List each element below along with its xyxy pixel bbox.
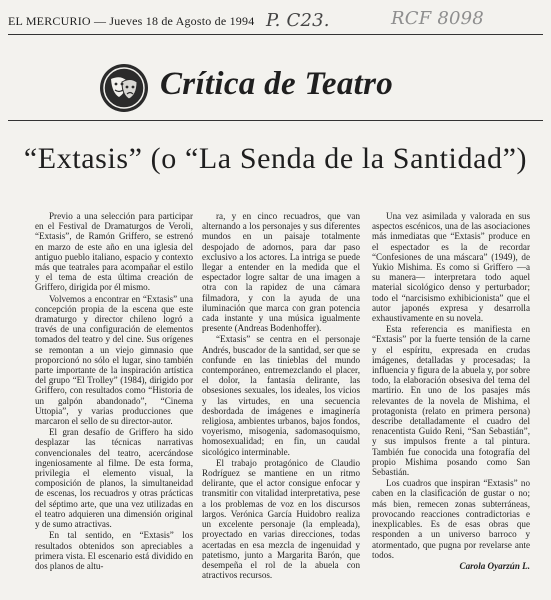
article-column-3 (372, 211, 530, 591)
paragraph: Esta referencia es manifiesta en “Extasis” por la fuerte tensión de la carne y el espíritu, expresada en crudas imágenes, detalladas y procesadas; la influencia y figura de la abuela y, por sobre todo, la elaboración obsesiva del tema del martirio. En uno de los pasajes más relevantes de la novela de Mishima, el protagonista (relato en primera persona) describe detalladamente el cuadro del renacentista Guido Reni, “San Sebastián”, y sus impulsos frente a tal pintura. También fue conocida una fotografía del propio Mishima posando como San Sebastián. (372, 324, 530, 478)
handwritten-archive-code: RCF 8098 (391, 8, 484, 29)
article-body (35, 211, 545, 591)
paragraph: Volvemos a encontrar en “Extasis” una concepción propia de la escena que este dramaturgo y director chileno logró a través de una configuración de elementos tomados del teatro y del cine. Sus orígenes se remontan a un viejo gimnasio que proporcionó no sólo el lugar, sino también parte importante de la inspiración artística del grupo “El Trolley” (1984), dirigido por Griffero, con resultados como “Historia de un galpón abandonado”, “Cinema Uttopia”, y varias producciones que marcaron el sello de su director-autor. (35, 293, 193, 427)
section-rule (8, 120, 543, 121)
article-headline: “Extasis” (o “La Senda de la Santidad”) (23, 142, 528, 175)
paragraph: El gran desafío de Griffero ha sido desplazar las técnicas narrativas convencionales del teatro, acercándose ingeniosamente al filme. De esta forma, privilegia el elemento visual, la composición de planos, la simultaneidad de escenas, los recuadros y otras prácticas del séptimo arte, que una vez utilizadas en el teatro adquieren una dimensión original y de sumo atractivas. (35, 427, 193, 530)
paragraph: El trabajo protagónico de Claudio Rodríguez se mantiene en un ritmo delirante, que el actor consigue enfocar y transmitir con vitalidad interpretativa, pese a los problemas de voz en los discursos largos. Verónica García Huidobro realiza un excelente personaje (la empleada), proyectado en varias direcciones, todas acertadas en esa mezcla de ingenuidad y patetismo, junto a Margarita Barón, que desempeña el rol de la abuela con atractivos recursos. (202, 457, 360, 581)
paragraph: Una vez asimilada y valorada en sus aspectos escénicos, una de las asociaciones más inmediatas que “Extasis” produce en el espectador es la de recordar “Confesiones de una máscara” (1949), de Yukio Mishima. Es como si Griffero —a su manera— interpretara todo aquel material sicológico denso y perturbador; todo el “narcisismo exhibicionista” que el autor japonés expresa y desarrolla exhaustivamente en su novela. (372, 211, 530, 324)
publication-date-line: EL MERCURIO — Jueves 18 de Agosto de 1994 (8, 14, 255, 28)
paragraph: Los cuadros que inspiran “Extasis” no caben en la clasificación de gustar o no; más bien, remecen zonas subterráneas, provocando reacciones contradictorias e inexplicables. Es de esas obras que responden a un universo barroco y atormentado, que pugna por revelarse ante todos. (372, 478, 530, 560)
section-title: Crítica de Teatro (160, 66, 394, 102)
article-column-2 (202, 211, 360, 591)
page-header (8, 8, 543, 34)
paragraph: Previo a una selección para participar en el Festival de Dramaturgos de Veroli, “Extasis”, de Ramón Griffero, se estrenó en marzo de este año en una iglesia del antiguo pueblo italiano, espacio y contexto más que teatrales para acompañar el estilo y el tema de esta última creación de Griffero, dirigida por él mismo. (35, 211, 193, 293)
paragraph: En tal sentido, en “Extasis” los resultados obtenidos son apreciables a primera vista. El escenario está dividido en dos planos de altu- (35, 530, 193, 571)
theatre-masks-icon (98, 62, 150, 114)
handwritten-page-note: P. C23. (266, 10, 330, 31)
paragraph: “Extasis” se centra en el personaje Andrés, buscador de la santidad, ser que se confunde en las tinieblas del mundo contemporáneo, entremezclando el placer, el dolor, la fantasía delirante, las obsesiones sexuales, los ideales, los vicios y las virtudes, en una secuencia desbordada de imágenes e imaginería religiosa, ambientes urbanos, bajos fondos, voyerismo, misogenia, sadomasoquismo, homosexualidad; en fin, un caudal sicológico interminable. (202, 334, 360, 457)
paragraph: ra, y en cinco recuadros, que van alternando a los personajes y sus diferentes mundos en un paisaje totalmente despojado de adornos, para dar paso exclusivo a los actores. La intriga se puede llegar a entender en la medida que el espectador logre saltar de una imagen a otra con la rapidez de una cámara filmadora, y con la ayuda de una iluminación que marca con gran potencia cada instante y una música igualmente presente (Andreas Bodenhoffer). (202, 211, 360, 334)
author-signature: Carola Oyarzún L. (459, 560, 530, 571)
article-column-1 (35, 211, 193, 591)
header-rule (8, 34, 543, 35)
